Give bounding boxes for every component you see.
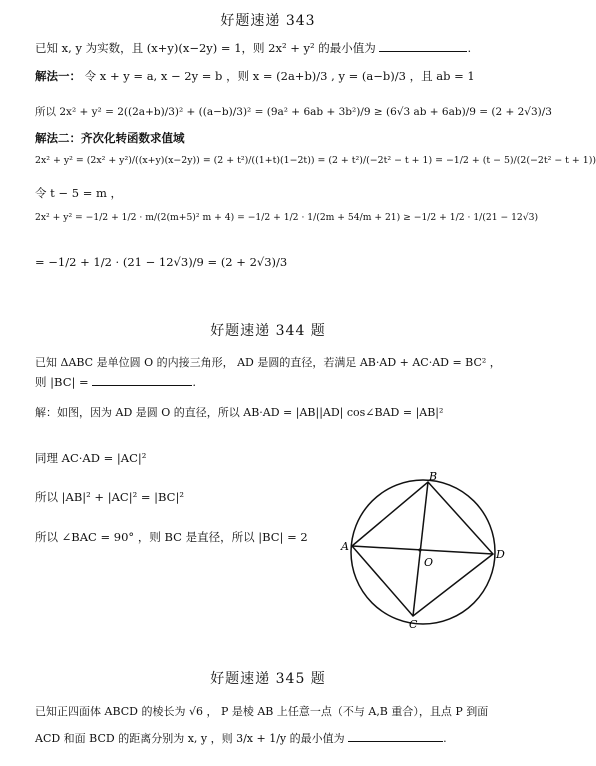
answer-blank: [348, 731, 443, 742]
answer-blank: [379, 41, 467, 52]
diameter-AD: [352, 546, 493, 554]
sol2-line4: = −1/2 + 1/2 · (21 − 12√3)/9 = (2 + 2√3)/3: [35, 255, 288, 269]
sol1-line1-text: 令 x + y = a, x − 2y = b ，则 x = (2a+b)/3 , y = (a−b)/3 ，且 ab = 1: [84, 69, 475, 83]
problem-344-sol-line1: 解：如图，因为 AD 是圆 O 的直径，所以 AB·AD = |AB||AD| cos∠BAD = |AB|²: [35, 406, 444, 419]
problem-343-statement: 已知 x, y 为实数，且 (x+y)(x−2y) = 1，则 2x² + y² 的最小值为 .: [35, 41, 472, 55]
problem-344-statement-b: 则 |BC| = .: [35, 375, 196, 389]
problem-344-sol-line4: 所以 ∠BAC = 90° ，则 BC 是直径，所以 |BC| = 2: [35, 530, 308, 544]
center-point: [418, 548, 421, 551]
problem-345-statement-b: ACD 和面 BCD 的距离分别为 x, y ，则 3/x + 1/y 的最小值为 .: [35, 732, 447, 745]
statement-b-text: ACD 和面 BCD 的距离分别为 x, y ，则 3/x + 1/y 的最小值为: [35, 732, 345, 745]
unit-circle: [351, 480, 495, 624]
circle-figure: [335, 470, 505, 630]
sol1-line1: [35, 68, 475, 84]
sol1-label: 解法一：: [35, 69, 81, 83]
statement-b-text: 则 |BC| =: [35, 375, 89, 389]
inscribed-quadrilateral: [352, 482, 493, 616]
problem-345-title: 好题速递 345 题: [210, 671, 326, 687]
problem-345-statement-a: 已知正四面体 ABCD 的棱长为 √6 ， P 是棱 AB 上任意一点（不与 A,B 重合），且点 P 到面: [35, 705, 489, 718]
label-C: C: [409, 618, 418, 631]
label-A: A: [341, 540, 349, 553]
sol2-label: 解法二：齐次化转函数求值域: [35, 131, 185, 145]
problem-343-title: 好题速递 343: [220, 13, 316, 29]
sol2-line2: 令 t − 5 = m ，: [35, 186, 123, 200]
problem-344-statement-a: 已知 ΔABC 是单位圆 O 的内接三角形， AD 是圆的直径，若满足 AB·AD + AC·AD = BC² ，: [35, 356, 501, 369]
sol1-line2: 所以 2x² + y² = 2((2a+b)/3)² + ((a−b)/3)² = (9a² + 6ab + 3b²)/9 ≥ (6√3 ab + 6ab)/9 = (2 + 2√3)/3: [35, 106, 552, 118]
label-O: O: [424, 556, 434, 569]
problem-344-sol-line3: 所以 |AB|² + |AC|² = |BC|²: [35, 490, 184, 504]
label-D: D: [496, 548, 505, 561]
label-B: B: [429, 470, 438, 483]
statement-text: 已知 x, y 为实数，且 (x+y)(x−2y) = 1，则 2x² + y² 的最小值为: [35, 41, 376, 55]
problem-344-title: 好题速递 344 题: [210, 323, 326, 339]
sol2-line1: 2x² + y² = (2x² + y²)/((x+y)(x−2y)) = (2 + t²)/((1+t)(1−2t)) = (2 + t²)/(−2t² − t + 1) = −1/2 + (t − 5)/(2(−2t² − t + 1)): [35, 155, 596, 166]
sol2-line3: 2x² + y² = −1/2 + 1/2 · m/(2(m+5)² m + 4) = −1/2 + 1/2 · 1/(2m + 54/m + 21) ≥ −1/2 + 1/2 · 1/(21 − 12√3): [35, 212, 539, 223]
answer-blank: [92, 375, 192, 386]
problem-344-sol-line2: 同理 AC·AD = |AC|²: [35, 451, 147, 465]
